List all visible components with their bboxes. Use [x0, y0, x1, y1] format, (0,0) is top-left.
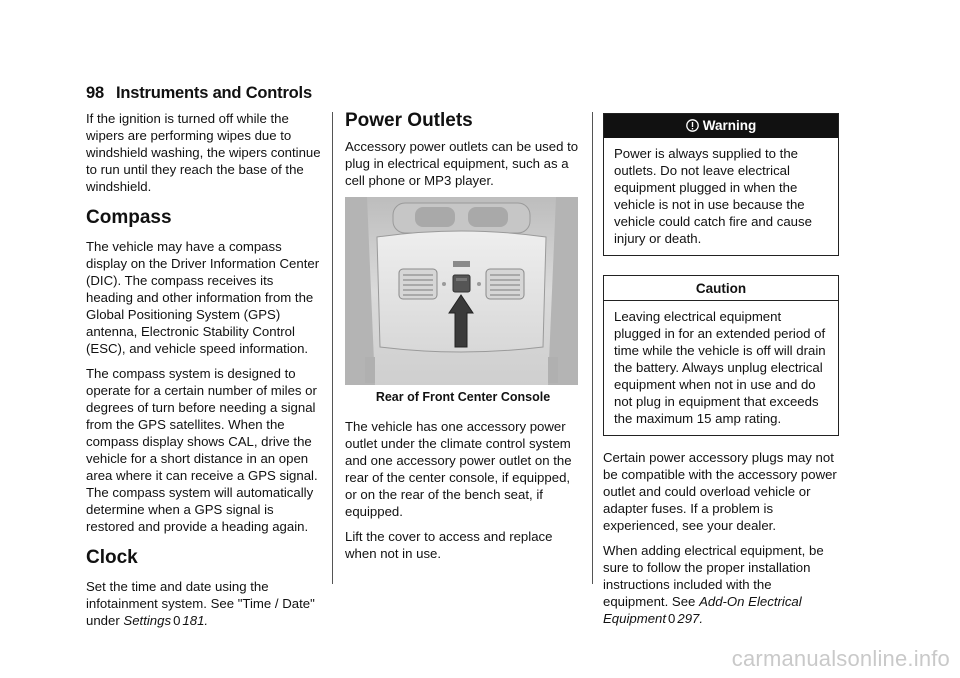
page-number: 98 [86, 84, 104, 102]
column-divider [592, 112, 593, 584]
watermark: carmanualsonline.info [731, 646, 950, 671]
add-on-page-ref[interactable]: 297. [677, 611, 704, 626]
settings-page-ref[interactable]: 181. [182, 613, 209, 628]
clock-text: Set the time and date using the infotainment system. See "Time / Date" under [86, 579, 315, 628]
add-on-equipment-link[interactable]: Add-On Electrical Equipment [603, 594, 802, 626]
caution-text: Leaving electrical equipment plugged in for an extended period of time while the vehicle is off will drain the battery. Always unplug electrical equipment when not in use and do not plug in equipment that exceeds the maximum 15 amp rating. [614, 309, 826, 426]
reference-arrow-icon: 0 [668, 611, 676, 626]
section-title: Instruments and Controls [115, 84, 312, 102]
compass-heading: Compass [86, 207, 172, 228]
power-outlets-paragraph-1: The vehicle has one accessory power outlet under the climate control system and one accessory power outlet on the rear of the center console, if equipped, or on the rear of the bench seat, if equipped. [345, 419, 572, 519]
clock-paragraph [86, 578, 322, 629]
settings-link[interactable]: Settings [123, 613, 172, 628]
caution-box [603, 275, 839, 436]
power-outlets-heading: Power Outlets [345, 110, 473, 131]
page-header [86, 84, 312, 103]
warning-box [603, 113, 839, 256]
column-2 [345, 110, 581, 570]
column-3 [603, 110, 839, 635]
installation-text: When adding electrical equipment, be sure to follow the proper installation instructions included with the equipment. See [603, 543, 824, 609]
wiper-paragraph: If the ignition is turned off while the wipers are performing wipes due to windshield washing, the wipers continue to run until they reach the base of the windshield. [86, 111, 321, 194]
power-outlets-paragraph-2: Lift the cover to access and replace when not in use. [345, 529, 553, 561]
warning-header [604, 114, 838, 138]
compass-paragraph-1: The vehicle may have a compass display on the Driver Information Center (DIC). The compass receives its heading and other information from the Global Positioning System (GPS) antenna, Electronic Stability Control (ESC), and vehicle speed information. [86, 239, 320, 356]
column-1 [86, 110, 322, 637]
console-outlet-figure [345, 197, 578, 385]
reference-arrow-icon: 0 [173, 613, 181, 628]
compatibility-paragraph: Certain power accessory plugs may not be compatible with the accessory power outlet and could overload vehicle or adapter fuses. If a problem is experienced, see your dealer. [603, 450, 837, 533]
installation-paragraph [603, 542, 839, 627]
clock-heading: Clock [86, 547, 138, 568]
column-divider [332, 112, 333, 584]
warning-icon [686, 119, 699, 132]
caution-title: Caution [604, 276, 838, 301]
warning-title: Warning [702, 118, 757, 133]
compass-paragraph-2: The compass system is designed to operate for a certain number of miles or degrees of turn before needing a signal from the GPS satellites. When the compass display shows CAL, drive the vehicle for a short distance in an open area where it can receive a GPS signal. The compass system will automatically determine when a GPS signal is restored and provide a heading again. [86, 366, 318, 534]
warning-text: Power is always supplied to the outlets. Do not leave electrical equipment plugged in when the vehicle is not in use because the vehicle could catch fire and cause injury or death. [614, 146, 812, 246]
figure-caption: Rear of Front Center Console [375, 390, 551, 404]
power-outlets-intro: Accessory power outlets can be used to plug in electrical equipment, such as a cell phone or MP3 player. [345, 139, 579, 188]
